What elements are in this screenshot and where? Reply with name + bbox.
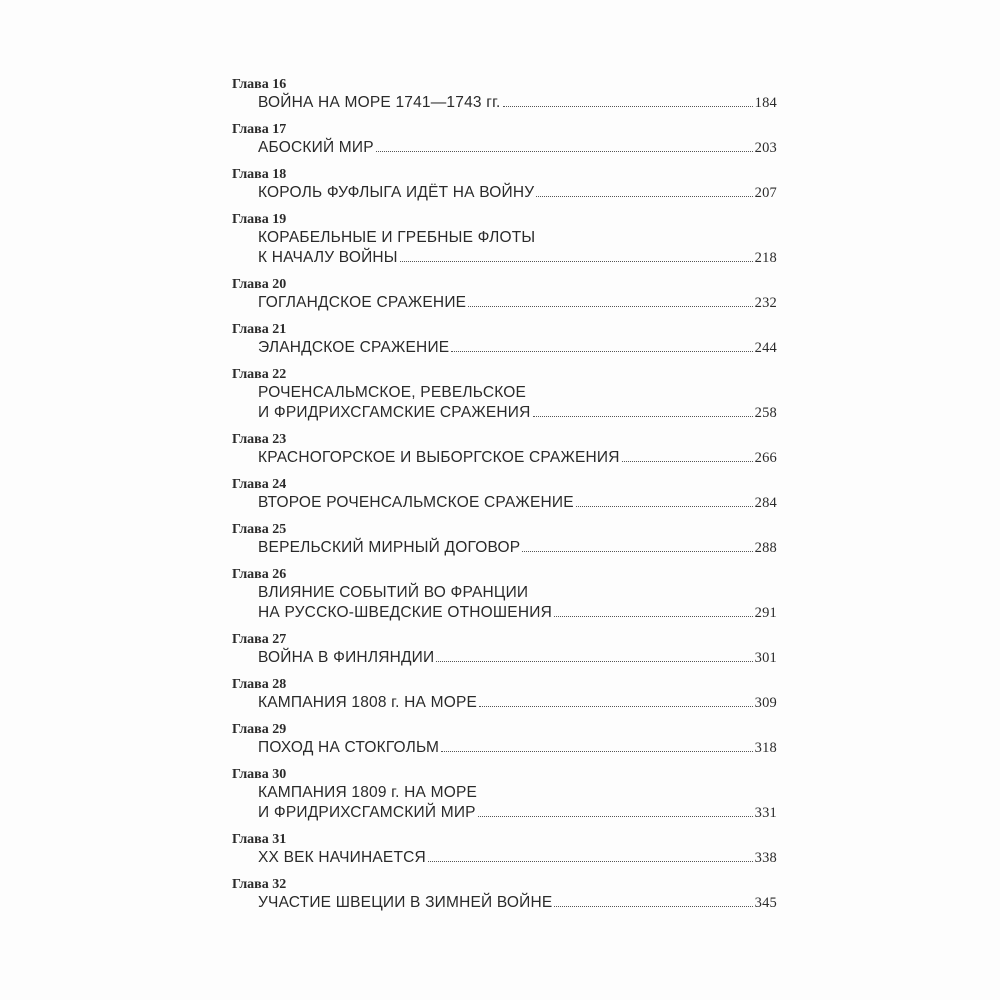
toc-entry [232,876,777,921]
page-number: 184 [754,95,777,111]
dot-leader [400,261,753,262]
page-number: 288 [754,540,777,556]
toc-entry [232,676,777,721]
page-number: 318 [754,740,777,756]
chapter-title: КРАСНОГОРСКОЕ И ВЫБОРГСКОЕ СРАЖЕНИЯ [258,449,620,466]
chapter-label: Глава 16 [232,77,287,92]
table-of-contents [232,76,777,921]
chapter-title-line [258,403,777,423]
page-number: 218 [754,250,777,266]
chapter-title-line [258,538,777,558]
toc-entry [232,831,777,876]
chapter-title-line [258,338,777,358]
page-number: 232 [754,295,777,311]
chapter-title: РОЧЕНСАЛЬМСКОЕ, РЕВЕЛЬСКОЕ [258,384,527,401]
toc-entry [232,476,777,521]
chapter-label: Глава 19 [232,212,287,227]
toc-entry [232,76,777,121]
chapter-label: Глава 30 [232,767,287,782]
toc-entry [232,521,777,566]
chapter-title: ГОГЛАНДСКОЕ СРАЖЕНИЕ [258,294,467,311]
dot-leader [554,906,752,907]
dot-leader [436,661,752,662]
chapter-label: Глава 21 [232,322,287,337]
dot-leader [428,861,753,862]
dot-leader [536,196,752,197]
toc-entry [232,211,777,276]
page-number: 291 [754,605,777,621]
dot-leader [622,461,753,462]
chapter-title-line [258,783,777,803]
chapter-title-line [258,248,777,268]
dot-leader [376,151,753,152]
chapter-title-line [258,848,777,868]
toc-entry [232,276,777,321]
chapter-title: ПОХОД НА СТОКГОЛЬМ [258,739,440,756]
page-number: 301 [754,650,777,666]
toc-entry [232,121,777,166]
page-number: 203 [754,140,777,156]
dot-leader [468,306,752,307]
chapter-title: ЭЛАНДСКОЕ СРАЖЕНИЕ [258,339,450,356]
page-number: 345 [754,895,777,911]
chapter-title: НА РУССКО-ШВЕДСКИЕ ОТНОШЕНИЯ [258,604,552,621]
chapter-label: Глава 17 [232,122,287,137]
chapter-title-line [258,738,777,758]
chapter-title: К НАЧАЛУ ВОЙНЫ [258,249,398,266]
chapter-title-line [258,893,777,913]
chapter-title-line [258,228,777,248]
dot-leader [479,706,753,707]
chapter-title: ВТОРОЕ РОЧЕНСАЛЬМСКОЕ СРАЖЕНИЕ [258,494,574,511]
chapter-label: Глава 22 [232,367,287,382]
chapter-title: УЧАСТИЕ ШВЕЦИИ В ЗИМНЕЙ ВОЙНЕ [258,894,553,911]
toc-entry [232,766,777,831]
chapter-label: Глава 31 [232,832,287,847]
page-number: 244 [754,340,777,356]
chapter-title-line [258,448,777,468]
toc-entry [232,366,777,431]
page-number: 258 [754,405,777,421]
page-number: 309 [754,695,777,711]
chapter-title: ВЛИЯНИЕ СОБЫТИЙ ВО ФРАНЦИИ [258,584,529,601]
page-number: 284 [754,495,777,511]
chapter-label: Глава 28 [232,677,287,692]
chapter-title-line [258,183,777,203]
chapter-title: XX ВЕК НАЧИНАЕТСЯ [258,849,426,866]
chapter-title: И ФРИДРИХСГАМСКИЙ МИР [258,804,476,821]
chapter-title-line [258,138,777,158]
chapter-title-line [258,583,777,603]
chapter-title-line [258,383,777,403]
toc-entry [232,166,777,211]
chapter-label: Глава 29 [232,722,287,737]
chapter-title-line [258,693,777,713]
dot-leader [533,416,753,417]
toc-entry [232,631,777,676]
chapter-title: ВОЙНА НА МОРЕ 1741—1743 гг. [258,94,501,111]
toc-entry [232,566,777,631]
dot-leader [478,816,753,817]
chapter-title-line [258,493,777,513]
chapter-label: Глава 27 [232,632,287,647]
chapter-title: КОРАБЕЛЬНЫЕ И ГРЕБНЫЕ ФЛОТЫ [258,229,536,246]
toc-entry [232,721,777,766]
dot-leader [554,616,753,617]
chapter-title: АБОСКИЙ МИР [258,139,374,156]
chapter-label: Глава 26 [232,567,287,582]
dot-leader [576,506,753,507]
page-number: 207 [754,185,777,201]
dot-leader [522,551,752,552]
chapter-title: ВЕРЕЛЬСКИЙ МИРНЫЙ ДОГОВОР [258,539,521,556]
chapter-label: Глава 20 [232,277,287,292]
dot-leader [441,751,753,752]
chapter-title-line [258,293,777,313]
page-number: 331 [754,805,777,821]
page-number: 338 [754,850,777,866]
chapter-title-line [258,603,777,623]
chapter-title-line [258,803,777,823]
chapter-label: Глава 32 [232,877,287,892]
chapter-title: И ФРИДРИХСГАМСКИЕ СРАЖЕНИЯ [258,404,531,421]
chapter-label: Глава 18 [232,167,287,182]
toc-entry [232,431,777,476]
chapter-title: КАМПАНИЯ 1808 г. НА МОРЕ [258,694,478,711]
chapter-title: КАМПАНИЯ 1809 г. НА МОРЕ [258,784,478,801]
chapter-title: КОРОЛЬ ФУФЛЫГА ИДЁТ НА ВОЙНУ [258,184,535,201]
chapter-title-line [258,648,777,668]
dot-leader [503,106,753,107]
dot-leader [451,351,752,352]
chapter-label: Глава 24 [232,477,287,492]
page-number: 266 [754,450,777,466]
chapter-title-line [258,93,777,113]
chapter-label: Глава 25 [232,522,287,537]
toc-entry [232,321,777,366]
chapter-title: ВОЙНА В ФИНЛЯНДИИ [258,649,435,666]
chapter-label: Глава 23 [232,432,287,447]
